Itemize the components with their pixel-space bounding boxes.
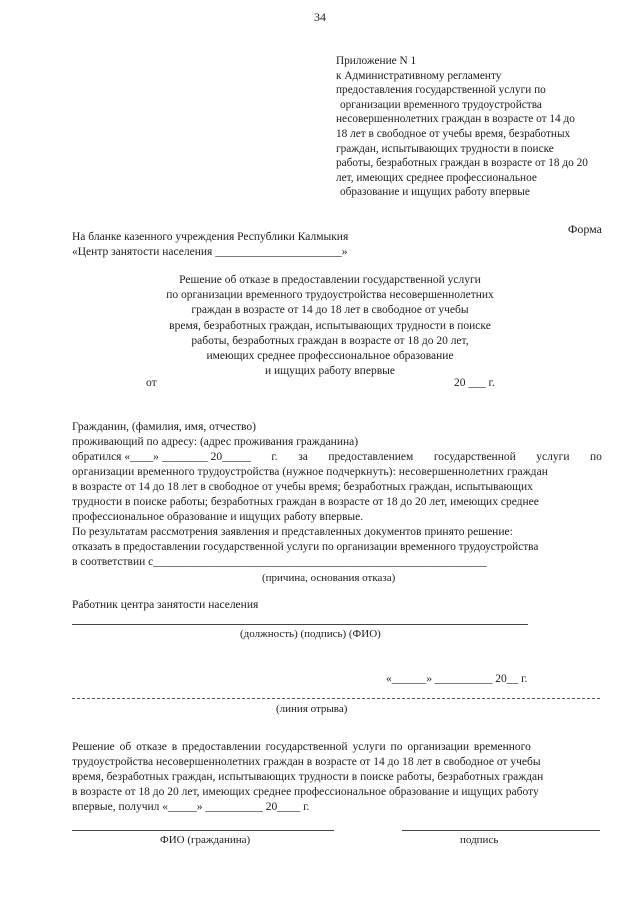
body-text: в возрасте от 14 до 18 лет в свободное от учебы время; безработных граждан, испытывающих xyxy=(72,481,533,493)
appendix-header xyxy=(336,54,616,200)
signature-caption: (должность) (подпись) (ФИО) xyxy=(240,628,381,640)
appendix-line: предоставления государственной услуги по xyxy=(336,84,546,97)
body-word: обратился «____» ________ 20_____ xyxy=(72,451,251,463)
receipt-line xyxy=(72,770,602,785)
appendix-line: работы, безработных граждан в возрасте от 18 до 20 xyxy=(336,157,588,170)
title-line: граждан в возрасте от 14 до 18 лет в свободное от учебы xyxy=(191,304,469,317)
body-word: г. xyxy=(271,451,278,463)
appendix-line: образование и ищущих работу впервые xyxy=(340,186,530,199)
receipt-line xyxy=(72,785,602,800)
sign-caption: подпись xyxy=(460,834,499,846)
citizen-address-line: проживающий по адресу: (адрес проживания гражданина) xyxy=(72,436,359,448)
tear-line xyxy=(72,698,600,699)
worker-label: Работник центра занятости населения xyxy=(72,599,259,611)
body-word: по xyxy=(590,451,602,463)
body-text: организации временного трудоустройства (нужное подчеркнуть): несовершеннолетних граждан xyxy=(72,466,548,478)
title-line: время, безработных граждан, испытывающих трудности в поиске xyxy=(169,319,491,332)
appendix-line: организации временного трудоустройства xyxy=(340,98,542,111)
body-line xyxy=(72,465,602,480)
fio-line xyxy=(72,830,334,831)
receipt-line: впервые, получил «_____» __________ 20____ г. xyxy=(72,801,310,813)
letterhead-line-1: На бланке казенного учреждения Республики Калмыкия xyxy=(72,231,349,243)
appendix-line: к Административному регламенту xyxy=(336,69,502,82)
body-line xyxy=(72,480,602,495)
reason-line: в соответствии с__________________________________________________________ xyxy=(72,556,487,568)
title-line: имеющих среднее профессиональное образование xyxy=(206,350,454,363)
appendix-line: лет, имеющих среднее профессиональное xyxy=(336,171,537,184)
body-word: государственной xyxy=(433,451,516,463)
receipt-block xyxy=(72,740,602,815)
appendix-line: Приложение N 1 xyxy=(336,55,417,67)
date-field: «______» __________ 20__ г. xyxy=(386,673,528,685)
body-line: По результатам рассмотрения заявления и представленных документов принято решение: xyxy=(72,526,513,538)
appendix-line: 18 лет в свободное от учебы время, безработных xyxy=(336,127,571,140)
body-text: трудности в поиске работы; безработных граждан в возрасте от 18 до 20 лет, имеющих среднее xyxy=(72,496,539,508)
date-prefix: от xyxy=(146,377,157,389)
form-label: Форма xyxy=(567,222,602,236)
receipt-line xyxy=(72,755,602,770)
receipt-line xyxy=(72,740,602,755)
citizen-name-line: Гражданин, (фамилия, имя, отчество) xyxy=(72,421,256,433)
title-line: Решение об отказе в предоставлении государственной услуги xyxy=(179,274,481,286)
tear-caption: (линия отрыва) xyxy=(276,703,348,715)
page-number: 34 xyxy=(314,10,326,24)
decision-date: 20 ___ г. xyxy=(454,377,495,389)
letterhead-line-2: «Центр занятости населения ______________________» xyxy=(72,246,348,258)
body-word: услуги xyxy=(536,451,570,463)
sign-line xyxy=(402,830,600,831)
body-line: профессиональное образование и ищущих работу впервые. xyxy=(72,511,364,523)
receipt-text: время, безработных граждан, испытывающих трудности в поиске работы, безработных граждан xyxy=(72,771,544,783)
fio-caption: ФИО (гражданина) xyxy=(160,834,251,846)
document-title xyxy=(120,273,540,379)
signature-line xyxy=(72,624,528,625)
title-line: по организации временного трудоустройства несовершеннолетних xyxy=(166,289,494,302)
title-line: работы, безработных граждан в возрасте от 18 до 20 лет, xyxy=(191,334,469,347)
body-line xyxy=(72,450,602,465)
body-line: отказать в предоставлении государственной услуги по организации временного трудоустройства xyxy=(72,541,539,553)
appendix-line: граждан, испытывающих трудности в поиске xyxy=(336,142,554,155)
receipt-text: трудоустройства несовершеннолетних граждан в возрасте от 14 до 18 лет в свободное от учебы xyxy=(72,756,541,768)
letterhead xyxy=(72,230,348,260)
body-line xyxy=(72,495,602,510)
title-line: и ищущих работу впервые xyxy=(265,365,395,378)
reason-caption: (причина, основания отказа) xyxy=(262,572,396,584)
body-word: предоставлением xyxy=(328,451,414,463)
body-word: за xyxy=(298,451,308,463)
receipt-text: в возрасте от 18 до 20 лет, имеющих среднее профессиональное образование и ищущих работу xyxy=(72,786,539,798)
decision-body xyxy=(72,420,602,570)
receipt-text: Решение об отказе в предоставлении государственной услуги по организации временного xyxy=(72,741,531,753)
appendix-line: несовершеннолетних граждан в возрасте от 14 до xyxy=(336,113,575,126)
